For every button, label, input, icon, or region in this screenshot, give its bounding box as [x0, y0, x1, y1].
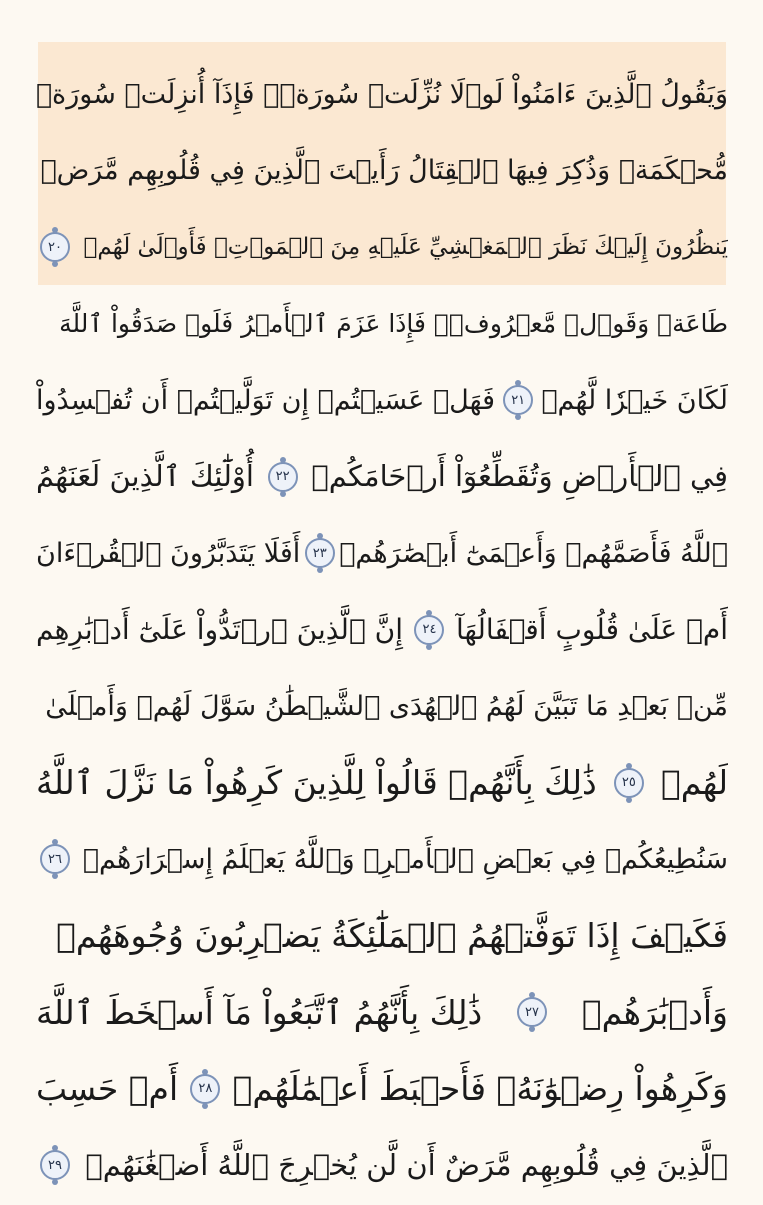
ayah-number-marker[interactable]: ٢٤	[414, 615, 444, 645]
verse-line	[36, 360, 728, 440]
verse-text: أَفَلَا يَتَدَبَّرُونَ ٱلۡقُرۡءَانَ	[36, 537, 301, 569]
verse-text: يَنظُرُونَ إِلَيۡكَ نَظَرَ ٱلۡمَغۡشِيِّ عَلَيۡهِ مِنَ ٱلۡمَوۡتِۖ فَأَوۡلَىٰ لَهُمۡ	[83, 233, 728, 260]
verse-text: لَكَانَ خَيۡرٗا لَّهُمۡ	[541, 384, 728, 416]
ayah-number-marker[interactable]: ٢٣	[305, 538, 335, 568]
ayah-number-marker[interactable]: ٢٧	[517, 997, 547, 1027]
verse-text: أَمۡ حَسِبَ	[36, 1069, 179, 1108]
verse-text: لَهُمۡ	[660, 763, 728, 802]
verse-text: وَكَرِهُواْ رِضۡوَٰنَهُۥ فَأَحۡبَطَ أَعۡمَٰلَهُمۡ	[232, 1069, 728, 1108]
verse-line	[36, 972, 728, 1052]
verse-line	[36, 131, 728, 211]
verse-line	[36, 896, 728, 976]
verse-line	[36, 1125, 728, 1205]
ayah-number-marker[interactable]: ٢٨	[190, 1074, 220, 1104]
verse-line	[36, 437, 728, 517]
ayah-number-marker[interactable]: ٢٠	[40, 232, 70, 262]
verse-text: أُوْلَٰٓئِكَ ٱلَّذِينَ لَعَنَهُمُ	[36, 459, 254, 493]
verse-text: ذَٰلِكَ بِأَنَّهُمُ ٱتَّبَعُواْ مَآ أَسۡخَطَ ٱللَّهَ	[36, 992, 483, 1032]
verse-line	[36, 207, 728, 287]
verse-line	[36, 1049, 728, 1129]
ayah-number-marker[interactable]: ٢١	[503, 385, 533, 415]
verse-line	[36, 513, 728, 593]
verse-line	[36, 54, 728, 134]
verse-text: فَكَيۡفَ إِذَا تَوَفَّتۡهُمُ ٱلۡمَلَٰٓئِكَةُ يَضۡرِبُونَ وُجُوهَهُمۡ	[56, 916, 728, 955]
ayah-number-marker[interactable]: ٢٥	[614, 768, 644, 798]
ayah-number-marker[interactable]: ٢٢	[268, 462, 298, 492]
verse-text: مِّنۢ بَعۡدِ مَا تَبَيَّنَ لَهُمُ ٱلۡهُدَى ٱلشَّيۡطَٰنُ سَوَّلَ لَهُمۡ وَأَمۡلَىٰ	[45, 690, 728, 722]
verse-line	[36, 284, 728, 364]
verse-text: فَهَلۡ عَسَيۡتُمۡ إِن تَوَلَّيۡتُمۡ أَن تُفۡسِدُواْ	[36, 384, 495, 416]
verse-line	[36, 666, 728, 746]
verse-text: سَنُطِيعُكُمۡ فِي بَعۡضِ ٱلۡأَمۡرِۖ وَٱللَّهُ يَعۡلَمُ إِسۡرَارَهُمۡ	[82, 843, 728, 875]
verse-line	[36, 819, 728, 899]
verse-text: إِنَّ ٱلَّذِينَ ٱرۡتَدُّواْ عَلَىٰٓ أَدۡبَٰرِهِم	[36, 612, 404, 646]
verse-text: فِي ٱلۡأَرۡضِ وَتُقَطِّعُوٓاْ أَرۡحَامَكُمۡ	[311, 459, 728, 493]
verse-text: ٱلَّذِينَ فِي قُلُوبِهِم مَّرَضٌ أَن لَّن يُخۡرِجَ ٱللَّهُ أَضۡغَٰنَهُمۡ	[85, 1147, 728, 1182]
verse-text: طَاعَةٞ وَقَوۡلٞ مَّعۡرُوفٞۚ فَإِذَا عَزَمَ ٱلۡأَمۡرُ فَلَوۡ صَدَقُواْ ٱللَّهَ	[59, 309, 728, 338]
verse-text: وَيَقُولُ ٱلَّذِينَ ءَامَنُواْ لَوۡلَا نُزِّلَتۡ سُورَةٞۖ فَإِذَآ أُنزِلَتۡ سُورَةٞ	[36, 78, 728, 110]
verse-text: وَأَدۡبَٰرَهُمۡ	[581, 992, 728, 1032]
verse-line	[36, 590, 728, 670]
verse-text: ٱللَّهُ فَأَصَمَّهُمۡ وَأَعۡمَىٰٓ أَبۡصَٰرَهُمۡ	[339, 537, 728, 569]
ayah-number-marker[interactable]: ٢٩	[40, 1150, 70, 1180]
ayah-number-marker[interactable]: ٢٦	[40, 844, 70, 874]
verse-text: أَمۡ عَلَىٰ قُلُوبٍ أَقۡفَالُهَآ	[455, 612, 728, 646]
verse-line	[36, 743, 728, 823]
verse-text: مُّحۡكَمَةٞ وَذُكِرَ فِيهَا ٱلۡقِتَالُ رَأَيۡتَ ٱلَّذِينَ فِي قُلُوبِهِم مَّرَضٞ	[40, 155, 728, 186]
verse-text: ذَٰلِكَ بِأَنَّهُمۡ قَالُواْ لِلَّذِينَ كَرِهُواْ مَا نَزَّلَ ٱللَّهُ	[36, 763, 597, 802]
